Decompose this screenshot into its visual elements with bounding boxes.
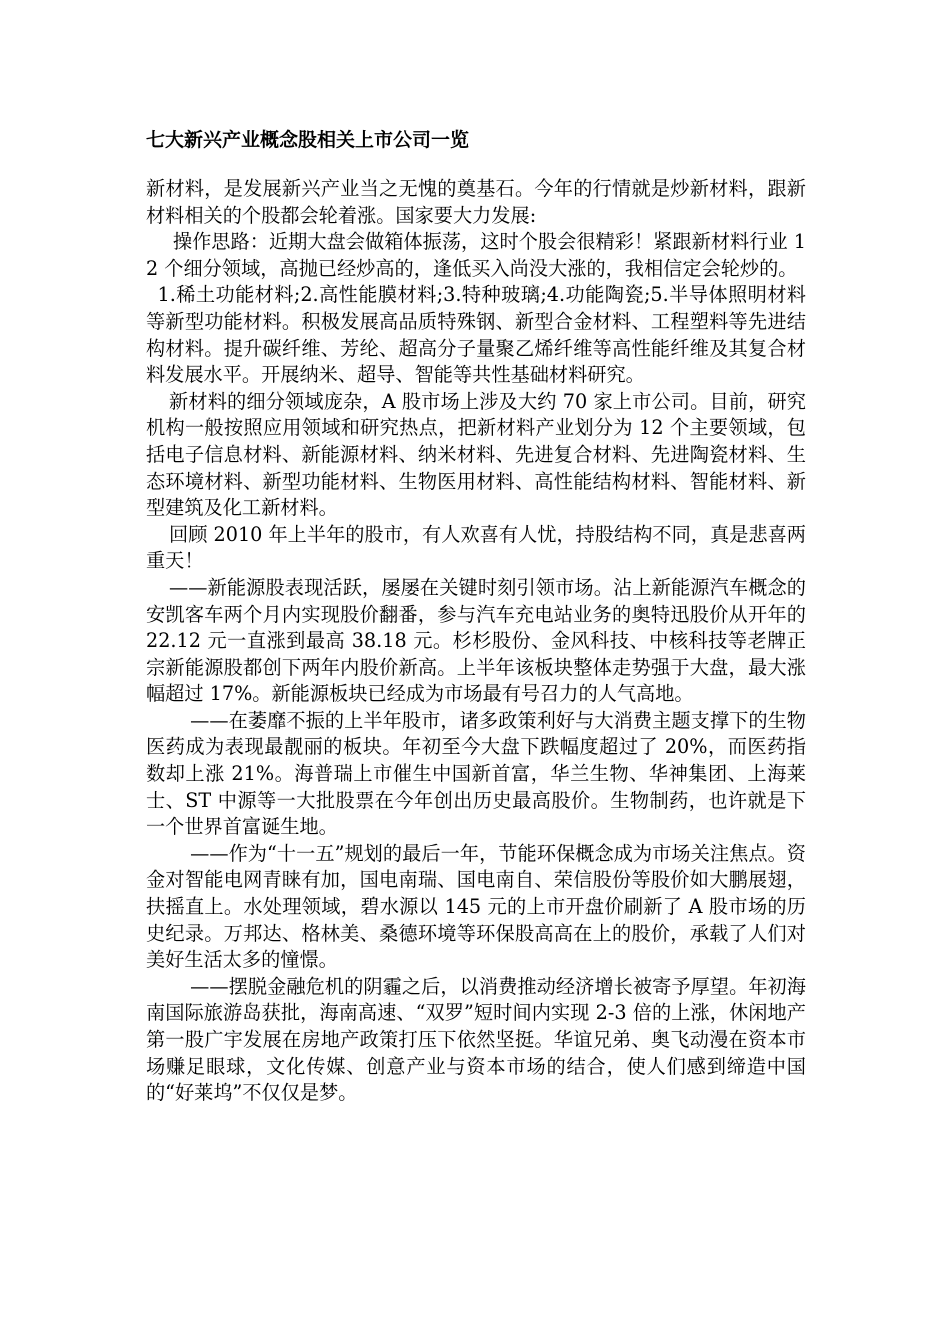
paragraph-consumption: ——摆脱金融危机的阴霾之后，以消费推动经济增长被寄予厚望。年初海南国际旅游岛获批，海南高速、“双罗”短时间内实现 2-3 倍的上涨，休闲地产第一股广宇发展在房地产政策打压下依然坚挺。华谊兄弟、奥飞动漫在资本市场赚足眼球，文化传媒、创意产业与资本市场的结合，使人们感到缔造中国的“好莱坞”不仅仅是梦。 (146, 974, 806, 1105)
document-title: 七大新兴产业概念股相关上市公司一览 (146, 129, 470, 151)
paragraph-sub-fields: 新材料的细分领域庞杂，A 股市场上涉及大约 70 家上市公司。目前，研究机构一般按照应用领域和研究热点，把新材料产业划分为 12 个主要领域，包括电子信息材料、新能源材料、纳米材料、先进复合材料、先进陶瓷材料、生态环境材料、新型功能材料、生物医用材料、高性能结构材料、智能材料、新型建筑及化工新材料。 (146, 389, 806, 520)
paragraph-energy-saving: ——作为“十一五”规划的最后一年，节能环保概念成为市场关注焦点。资金对智能电网青睐有加，国电南瑞、国电南自、荣信股份等股价如大鹏展翅，扶摇直上。水处理领域，碧水源以 145 元的上市开盘价刷新了 A 股市场的历史纪录。万邦达、格林美、桑德环境等环保股高高在上的股价，承载了人们对美好生活太多的憧憬。 (146, 841, 806, 972)
paragraph-new-energy: ——新能源股表现活跃，屡屡在关键时刻引领市场。沾上新能源汽车概念的安凯客车两个月内实现股价翻番，参与汽车充电站业务的奥特迅股价从开年的 22.12 元一直涨到最高 38.18 元。杉杉股份、金风科技、中核科技等老牌正宗新能源股都创下两年内股价新高。上半年该板块整体走势强于大盘，最大涨幅超过 17%。新能源板块已经成为市场最有号召力的人气高地。 (146, 575, 806, 706)
paragraph-strategy: 操作思路：近期大盘会做箱体振荡，这时个股会很精彩！紧跟新材料行业 12 个细分领域，高抛已经炒高的，逢低买入尚没大涨的，我相信定会轮炒的。 (146, 230, 806, 280)
paragraph-material-list: 1.稀土功能材料;2.高性能膜材料;3.特种玻璃;4.功能陶瓷;5.半导体照明材料等新型功能材料。积极发展高品质特殊钢、新型合金材料、工程塑料等先进结构材料。提升碳纤维、芳纶、超高分子量聚乙烯纤维等高性能纤维及其复合材料发展水平。开展纳米、超导、智能等共性基础材料研究。 (146, 283, 806, 387)
paragraph-biomedicine: ——在萎靡不振的上半年股市，诸多政策利好与大消费主题支撑下的生物医药成为表现最靓丽的板块。年初至今大盘下跌幅度超过了 20%，而医药指数却上涨 21%。海普瑞上市催生中国新首富，华兰生物、华神集团、上海莱士、ST 中源等一大批股票在今年创出历史最高股价。生物制药，也许就是下一个世界首富诞生地。 (146, 708, 806, 839)
paragraph-review-2010: 回顾 2010 年上半年的股市，有人欢喜有人忧，持股结构不同，真是悲喜两重天！ (146, 522, 806, 573)
document-page (146, 126, 806, 1107)
paragraph-intro: 新材料，是发展新兴产业当之无愧的奠基石。今年的行情就是炒新材料，跟新材料相关的个股都会轮着涨。国家要大力发展: (146, 177, 806, 227)
